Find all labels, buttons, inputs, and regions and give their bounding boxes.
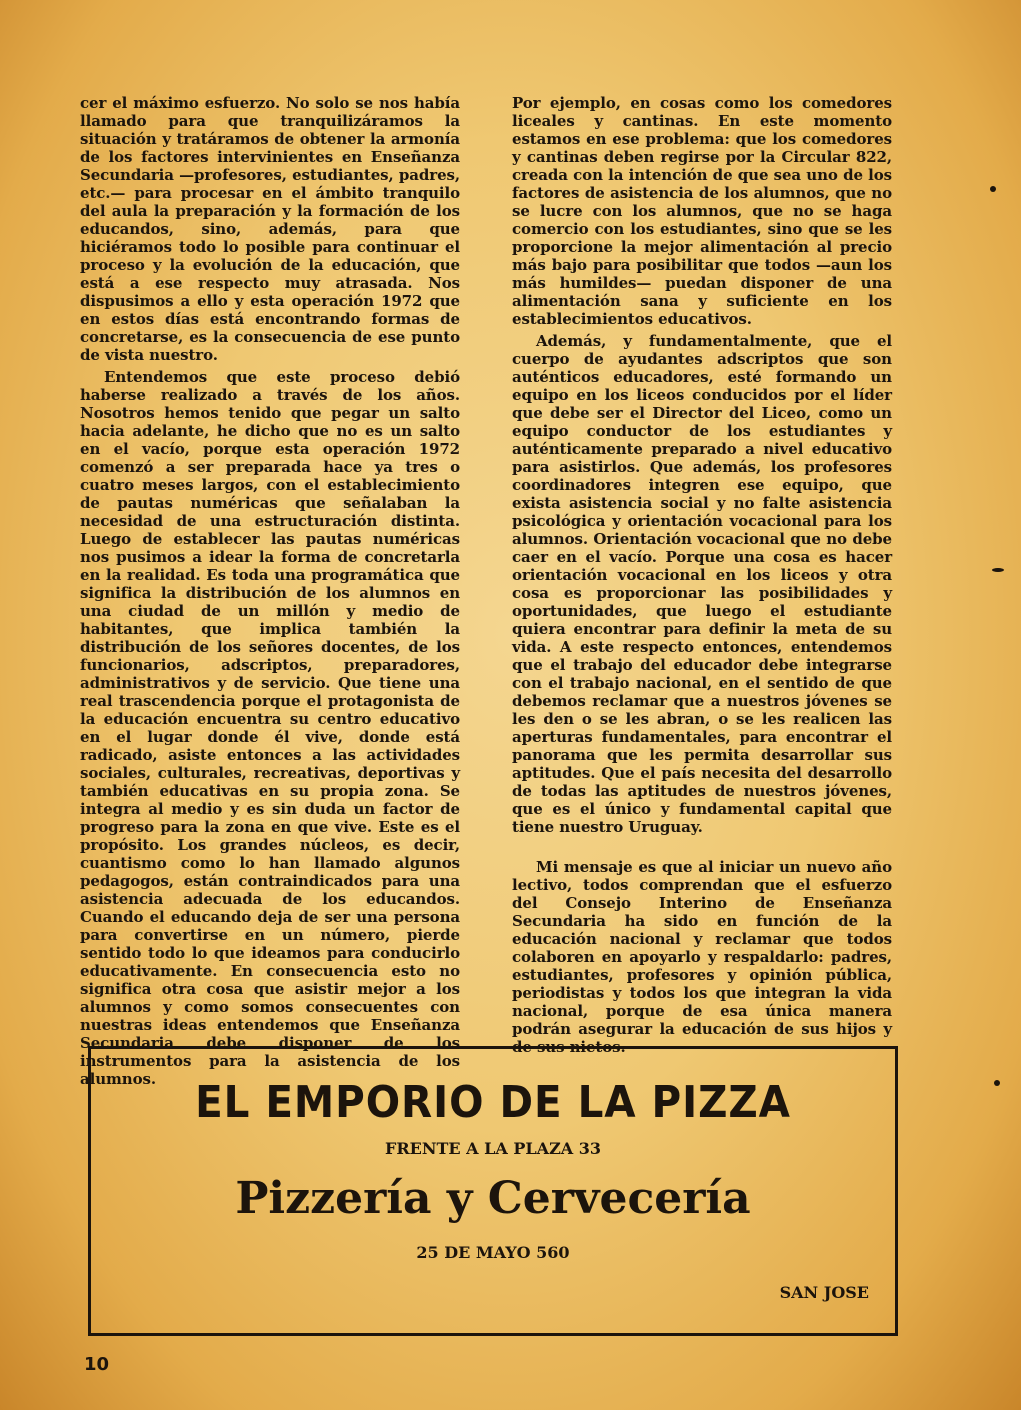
print-speck xyxy=(994,1080,1000,1086)
ad-title: EL EMPORIO DE LA PIZZA xyxy=(195,1077,791,1128)
print-speck xyxy=(990,186,996,192)
ad-city: SAN JOSE xyxy=(779,1283,869,1302)
ad-subtitle: FRENTE A LA PLAZA 33 xyxy=(385,1139,601,1158)
ad-main-text: Pizzería y Cervecería xyxy=(235,1173,751,1224)
ad-address: 25 DE MAYO 560 xyxy=(416,1243,570,1262)
pizza-advertisement xyxy=(88,1046,898,1336)
paragraph: Además, y fundamentalmente, que el cuerpo de ayudantes adscriptos que son auténticos educadores, esté formando un equipo en los liceos conducidos por el líder que debe ser el Director del Liceo, como un equipo conductor de los estudiantes y auténticamente preparado a nivel educativo para asistirlos. Que además, los profesores coordinadores integren ese equipo, que exista asistencia social y no falte asistencia psicológica y orientación vocacional para los alumnos. Orientación vocacional que no debe caer en el vacío. Porque una cosa es hacer orientación vocacional en los liceos y otra cosa es proporcionar las posibilidades y oportunidades, que luego el estudiante quiera encontrar para definir la meta de su vida. A este respecto entonces, entendemos que el trabajo del educador debe integrarse con el trabajo nacional, en el sentido de que debemos reclamar que a nuestros jóvenes se les den o se les abran, o se les realicen las aperturas fundamentales, para encontrar el panorama que les permita desarrollar sus aptitudes. Que el país necesita del desarrollo de todas las aptitudes de nuestros jóvenes, que es el único y fundamental capital que tiene nuestro Uruguay. xyxy=(512,332,892,836)
paragraph: cer el máximo esfuerzo. No solo se nos había llamado para que tranquilizáramos la situación y tratáramos de obtener la armonía de los factores intervinientes en Enseñanza Secundaria —profesores, estudiantes, padres, etc.— para procesar en el ámbito tranquilo del aula la preparación y la formación de los educandos, sino, además, para que hiciéramos todo lo posible para continuar el proceso y la evolución de la educación, que está a ese respecto muy atrasada. Nos dispusimos a ello y esta operación 1972 que en estos días está encontrando formas de concretarse, es la consecuencia de ese punto de vista nuestro. xyxy=(80,94,460,364)
paragraph: Entendemos que este proceso debió haberse realizado a través de los años. Nosotros hemos tenido que pegar un salto hacia adelante, he dicho que no es un salto en el vacío, porque esta operación 1972 comenzó a ser preparada hace ya tres o cuatro meses largos, con el establecimiento de pautas numéricas que señalaban la necesidad de una estructuración distinta. Luego de establecer las pautas numéricas nos pusimos a idear la forma de concretarla en la realidad. Es toda una programática que significa la distribución de los alumnos en una ciudad de un millón y medio de habitantes, que implica también la distribución de los señores docentes, de los funcionarios, adscriptos, preparadores, administrativos y de servicio. Que tiene una real trascendencia porque el protagonista de la educación encuentra su centro educativo en el lugar donde él vive, donde está radicado, asiste entonces a las actividades sociales, culturales, recreativas, deportivas y también educativas en su propia zona. Se integra al medio y es sin duda un factor de progreso para la zona en que vive. Este es el propósito. Los grandes núcleos, es decir, cuantismo como lo han llamado algunos pedagogos, están contraindicados para una asistencia adecuada de los educandos. Cuando el educando deja de ser una persona para convertirse en un número, pierde sentido todo lo que ideamos para conducirlo educativamente. En consecuencia esto no significa otra cosa que asistir mejor a los alumnos y como somos consecuentes con nuestras ideas entendemos que Enseñanza Secundaria debe disponer de los instrumentos para la asistencia de los alumnos. xyxy=(80,368,460,1088)
paragraph: Por ejemplo, en cosas como los comedores liceales y cantinas. En este momento estamos en ese problema: que los comedores y cantinas deben regirse por la Circular 822, creada con la intención de que sea uno de los factores de asistencia de los alumnos, que no se lucre con los alumnos, que no se haga comercio con los estudiantes, sino que se les proporcione la mejor alimentación al precio más bajo para posibilitar que todos —aun los más humildes— puedan disponer de una alimentación sana y suficiente en los establecimientos educativos. xyxy=(512,94,892,328)
print-speck xyxy=(992,568,1004,572)
paragraph: Mi mensaje es que al iniciar un nuevo año lectivo, todos comprendan que el esfuerzo del Consejo Interino de Enseñanza Secundaria ha sido en función de la educación nacional y reclamar que todos colaboren en apoyarlo y respaldarlo: padres, estudiantes, profesores y opinión pública, periodistas y todos los que integran la vida nacional, porque de esa única manera podrán asegurar la educación de sus hijos y de sus nietos. xyxy=(512,858,892,1056)
right-column xyxy=(512,94,892,1060)
page-number: 10 xyxy=(84,1354,110,1375)
left-column xyxy=(80,94,460,1092)
